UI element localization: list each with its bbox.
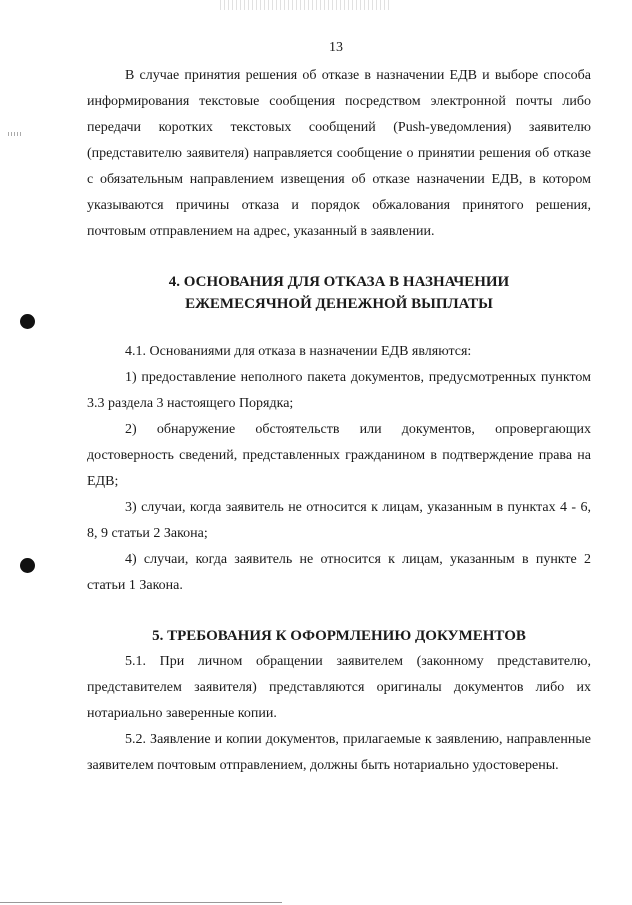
section-4-paragraph: 4.1. Основаниями для отказа в назначении ЕДВ являются: <box>125 344 472 359</box>
section-5-paragraph: 5.2. Заявление и копии документов, прилагаемые к заявлению, направленные заявителем почтовым отправлением, должны быть нотариально удостоверены. <box>87 732 591 773</box>
section-4-paragraph: 4) случаи, когда заявитель не относится к лицам, указанным в пункте 2 статьи 1 Закона. <box>87 552 591 593</box>
page-number: 13 <box>329 40 343 55</box>
punch-hole-bottom <box>20 558 35 573</box>
section-4-heading <box>87 271 591 315</box>
section-4-paragraph: 2) обнаружение обстоятельств или документов, опровергающих достоверность сведений, представленных гражданином в подтверждение права на ЕДВ; <box>87 422 591 489</box>
scan-bottom-edge <box>0 902 282 903</box>
punch-hole-top <box>20 314 35 329</box>
intro-paragraph: В случае принятия решения об отказе в назначении ЕДВ и выборе способа информирования текстовые сообщения посредством электронной почты либо передачи коротких текстовых сообщений (Push-уведомления) заявителю (представителю заявителя) направляется сообщение о принятии решения об отказе с обязательным направлением извещения об отказе назначении ЕДВ, в котором указываются причины отказа и порядок обжалования принятого решения, почтовым отправлением на адрес, указанный в заявлении. <box>87 68 591 239</box>
section-5-paragraph: 5.1. При личном обращении заявителем (законному представителю, представителем заявителя) представляются оригиналы документов либо их нотариально заверенные копии. <box>87 654 591 721</box>
document-body <box>87 63 591 779</box>
scan-noise <box>220 0 390 10</box>
section-4-paragraph: 3) случаи, когда заявитель не относится к лицам, указанным в пунктах 4 - 6, 8, 9 статьи 2 Закона; <box>87 500 591 541</box>
section-4-heading-line-1: 4. ОСНОВАНИЯ ДЛЯ ОТКАЗА В НАЗНАЧЕНИИ <box>168 274 510 290</box>
section-4-heading-line-2: ЕЖЕМЕСЯЧНОЙ ДЕНЕЖНОЙ ВЫПЛАТЫ <box>185 296 493 312</box>
section-5-heading: 5. ТРЕБОВАНИЯ К ОФОРМЛЕНИЮ ДОКУМЕНТОВ <box>152 628 526 644</box>
scan-speck <box>8 132 22 136</box>
section-5-heading-wrap <box>87 625 591 647</box>
section-4-paragraph: 1) предоставление неполного пакета документов, предусмотренных пунктом 3.3 раздела 3 настоящего Порядка; <box>87 370 591 411</box>
